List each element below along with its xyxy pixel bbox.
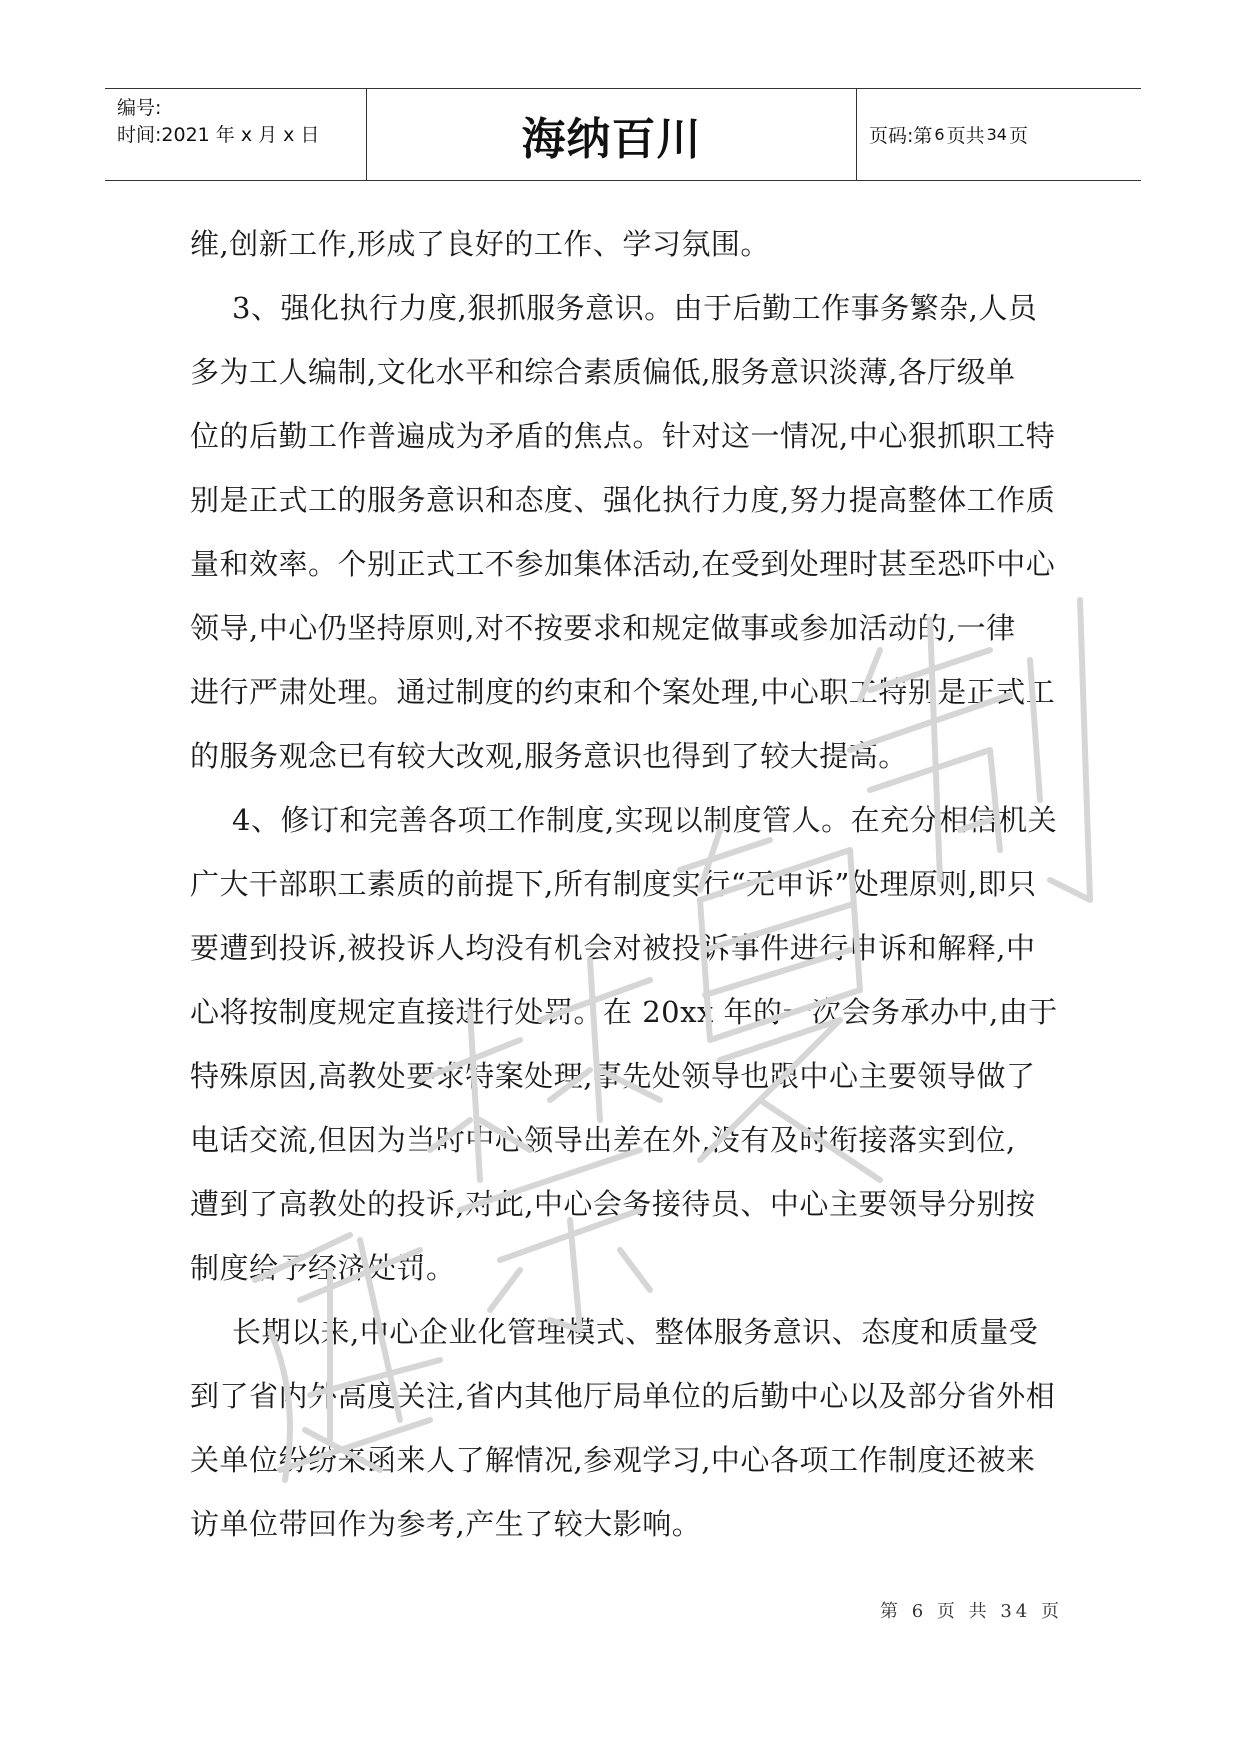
text-line: 量和效率。个别正式工不参加集体活动,在受到处理时甚至恐吓中心 xyxy=(190,547,1056,581)
text-line: 多为工人编制,文化水平和综合素质偏低,服务意识淡薄,各厅级单 xyxy=(190,355,1016,389)
text-line: 广大干部职工素质的前提下,所有制度实行“无申诉”处理原则,即只 xyxy=(190,867,1037,901)
header-page-number xyxy=(857,89,1141,180)
text-line: 领导,中心仍坚持原则,对不按要求和规定做事或参加活动的,一律 xyxy=(190,611,1016,645)
text-line: 遭到了高教处的投诉,对此,中心会务接待员、中心主要领导分别按 xyxy=(190,1187,1036,1221)
text-line: 的服务观念已有较大改观,服务意识也得到了较大提高。 xyxy=(190,739,908,773)
header-title: 海纳百川 xyxy=(367,89,857,180)
text-line: 电话交流,但因为当时中心领导出差在外,没有及时衔接落实到位, xyxy=(190,1123,1016,1157)
text-line: 进行严肃处理。通过制度的约束和个案处理,中心职工特别是正式工 xyxy=(190,675,1056,709)
text-line: 制度给予经济处罚。 xyxy=(190,1251,456,1285)
text-line: 到了省内外高度关注,省内其他厅局单位的后勤中心以及部分省外相 xyxy=(190,1379,1056,1413)
page-footer: 第 6 页 共 34 页 xyxy=(880,1601,1063,1622)
text-line: 4、修订和完善各项工作制度,实现以制度管人。在充分相信机关 xyxy=(232,803,1058,837)
page-prefix: 页码:第 xyxy=(869,125,933,147)
page-current: 6 xyxy=(934,125,945,144)
text-line: 3、强化执行力度,狠抓服务意识。由于后勤工作事务繁杂,人员 xyxy=(232,291,1038,325)
number-label: 编号: xyxy=(117,97,162,119)
text-line: 心将按制度规定直接进行处罚。在 20xx 年的一次会务承办中,由于 xyxy=(190,995,1058,1029)
text-line: 长期以来,中心企业化管理模式、整体服务意识、态度和质量受 xyxy=(232,1315,1039,1349)
text-line: 特殊原因,高教处要求特案处理,事先处领导也跟中心主要领导做了 xyxy=(190,1059,1036,1093)
body-text xyxy=(190,212,1070,1556)
text-line: 访单位带回作为参考,产生了较大影响。 xyxy=(190,1507,702,1541)
time-label: 时间:2021 年 x 月 x 日 xyxy=(117,124,320,146)
page-middle: 页共 xyxy=(946,125,985,147)
page-total: 34 xyxy=(986,125,1007,144)
page-suffix: 页 xyxy=(1008,125,1028,147)
header-table xyxy=(105,88,1141,181)
text-line: 别是正式工的服务意识和态度、强化执行力度,努力提高整体工作质 xyxy=(190,483,1056,517)
text-line: 关单位纷纷来函来人了解情况,参观学习,中心各项工作制度还被来 xyxy=(190,1443,1036,1477)
header-meta-cell xyxy=(105,89,367,180)
text-line: 位的后勤工作普遍成为矛盾的焦点。针对这一情况,中心狠抓职工特 xyxy=(190,419,1056,453)
text-line: 要遭到投诉,被投诉人均没有机会对被投诉事件进行申诉和解释,中 xyxy=(190,931,1036,965)
text-line: 维,创新工作,形成了良好的工作、学习氛围。 xyxy=(190,227,770,261)
